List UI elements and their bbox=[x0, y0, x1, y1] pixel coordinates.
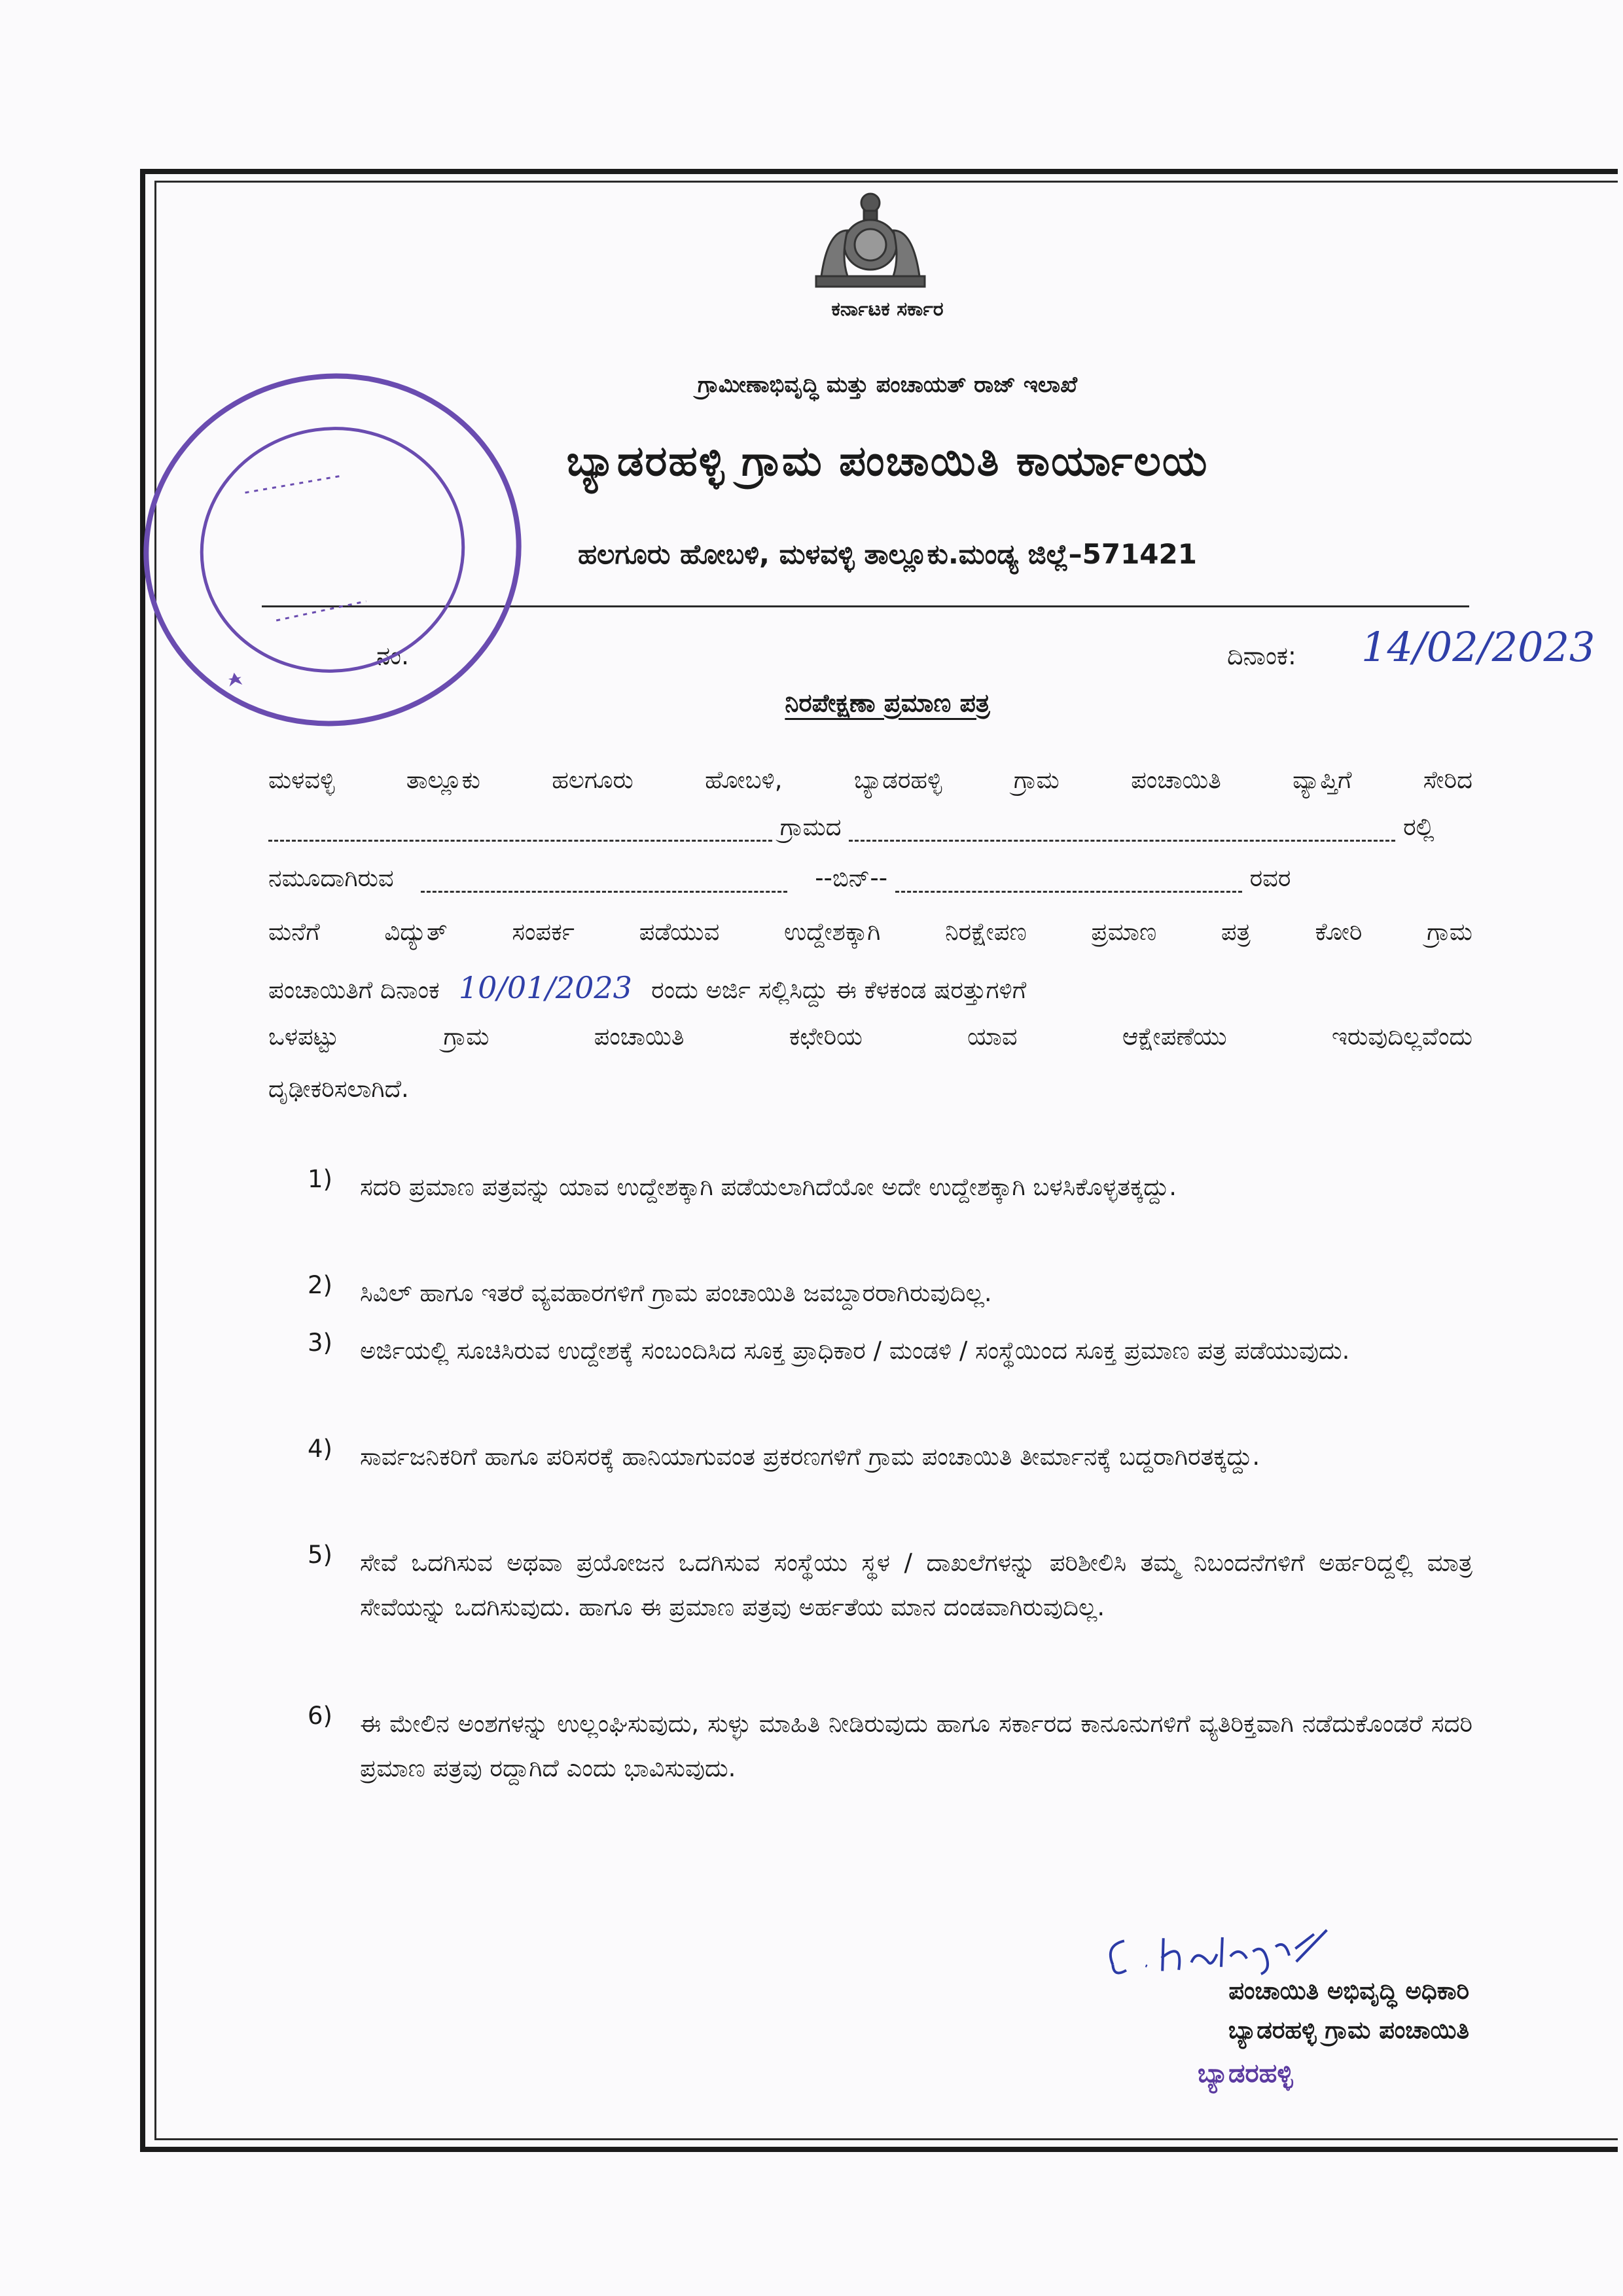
application-date: 10/01/2023 bbox=[458, 970, 632, 1005]
their-suffix: ರವರ bbox=[1249, 864, 1291, 892]
condition-text: ಸಾರ್ವಜನಿಕರಿಗೆ ಹಾಗೂ ಪರಿಸರಕ್ಕೆ ಹಾನಿಯಾಗುವಂತ ಪ್ರಕರಣಗಳಿಗೆ ಗ್ರಾಮ ಪಂಚಾಯಿತಿ ತೀರ್ಮಾನಕ್ಕೆ ಬದ್ದರಾಗಿರತಕ್ಕದ್ದು. bbox=[360, 1443, 1260, 1471]
condition-number: 1) bbox=[308, 1165, 332, 1193]
property-number-field bbox=[849, 814, 1395, 842]
body-line-5 bbox=[268, 970, 1472, 1005]
body-line-5-suffix: ರಂದು ಅರ್ಜಿ ಸಲ್ಲಿಸಿದ್ದು ಈ ಕೆಳಕಂಡ ಷರತ್ತುಗಳಿಗೆ bbox=[651, 976, 1027, 1004]
body-line-7: ದೃಢೀಕರಿಸಲಾಗಿದೆ. bbox=[268, 1075, 409, 1103]
condition-text: ಸೇವೆ ಒದಗಿಸುವ ಅಥವಾ ಪ್ರಯೋಜನ ಒದಗಿಸುವ ಸಂಸ್ಥೆಯು ಸ್ಥಳ / ದಾಖಲೆಗಳನ್ನು ಪರಿಶೀಲಿಸಿ ತಮ್ಮ ನಿಬಂದನೆಗಳಿಗೆ ಅರ್ಹರಿದ್ದಲ್ಲಿ ಮಾತ್ರ ಸೇವೆಯನ್ನು ಒದಗಿಸುವುದು. ಹಾಗೂ ಈ ಪ್ರಮಾಣ ಪತ್ರವು ಅರ್ಹತೆಯ ಮಾನ ದಂಡವಾಗಿರುವುದಿಲ್ಲ. bbox=[360, 1549, 1472, 1621]
reference-number-label: ನಂ. bbox=[376, 641, 410, 670]
issue-date: 14/02/2023 bbox=[1361, 623, 1596, 671]
officer-designation: ಪಂಚಾಯಿತಿ ಅಭಿವೃದ್ಧಿ ಅಧಿಕಾರಿ bbox=[1228, 1977, 1469, 2005]
document-title-text: ನಿರಪೇಕ್ಷಣಾ ಪ್ರಮಾಣ ಪತ್ರ bbox=[785, 689, 990, 717]
village-label: ಗ್ರಾಮದ bbox=[779, 813, 842, 841]
body-line-5-prefix: ಪಂಚಾಯಿತಿಗೆ ದಿನಾಂಕ bbox=[268, 976, 440, 1004]
karnataka-emblem-icon bbox=[802, 185, 939, 296]
village-name-field bbox=[268, 814, 772, 842]
body-line-1: ಮಳವಳ್ಳಿ ತಾಲ್ಲೂಕು ಹಲಗೂರು ಹೋಬಳಿ, ಬ್ಯಾಡರಹಳ್ಳಿ ಗ್ರಾಮ ಪಂಚಾಯಿತಿ ವ್ಯಾಪ್ತಿಗೆ ಸೇರಿದ bbox=[268, 766, 1472, 794]
condition-number: 4) bbox=[308, 1435, 332, 1463]
date-label: ದಿನಾಂಕ: bbox=[1227, 641, 1296, 670]
office-title: ಬ್ಯಾಡರಹಳ್ಳಿ ಗ್ರಾಮ ಪಂಚಾಯಿತಿ ಕಾರ್ಯಾಲಯ bbox=[566, 437, 1209, 486]
body-line-2 bbox=[268, 813, 1472, 842]
property-suffix: ರಲ್ಲಿ bbox=[1403, 813, 1435, 841]
seal-village-name: ಬ್ಯಾಡರಹಳ್ಳಿ bbox=[1198, 2058, 1293, 2089]
condition-text: ಅರ್ಜಿಯಲ್ಲಿ ಸೂಚಿಸಿರುವ ಉದ್ದೇಶಕ್ಕೆ ಸಂಬಂದಿಸಿದ ಸೂಕ್ತ ಪ್ರಾಧಿಕಾರ / ಮಂಡಳಿ / ಸಂಸ್ಥೆಯಿಂದ ಸೂಕ್ತ ಪ್ರಮಾಣ ಪತ್ರ ಪಡೆಯುವುದು. bbox=[360, 1336, 1350, 1365]
condition-number: 3) bbox=[308, 1329, 332, 1357]
father-name-field bbox=[895, 865, 1242, 893]
condition-text: ಈ ಮೇಲಿನ ಅಂಶಗಳನ್ನು ಉಲ್ಲಂಘಿಸುವುದು, ಸುಳ್ಳು ಮಾಹಿತಿ ನೀಡಿರುವುದು ಹಾಗೂ ಸರ್ಕಾರದ ಕಾನೂನುಗಳಿಗೆ ವ್ಯತಿರಿಕ್ತವಾಗಿ ನಡೆದುಕೊಂಡರೆ ಸದರಿ ಪ್ರಮಾಣ ಪತ್ರವು ರದ್ದಾಗಿದೆ ಎಂದು ಭಾವಿಸುವುದು. bbox=[360, 1710, 1472, 1782]
department-name: ಗ್ರಾಮೀಣಾಭಿವೃದ್ಧಿ ಮತ್ತು ಪಂಚಾಯತ್ ರಾಜ್ ಇಲಾಖೆ bbox=[697, 372, 1078, 398]
body-line-3: ನಮೂದಾಗಿರುವ --ಬಿನ್-- ರವರ bbox=[268, 864, 1291, 892]
office-address: ಹಲಗೂರು ಹೋಬಳಿ, ಮಳವಳ್ಳಿ ತಾಲ್ಲೂಕು.ಮಂಡ್ಯ ಜಿಲ್ಲೆ–571421 bbox=[578, 538, 1197, 570]
body-line-6: ಒಳಪಟ್ಟು ಗ್ರಾಮ ಪಂಚಾಯಿತಿ ಕಛೇರಿಯ ಯಾವ ಆಕ್ಷೇಪಣೆಯು ಇರುವುದಿಲ್ಲವೆಂದು bbox=[268, 1022, 1472, 1050]
condition-number: 6) bbox=[308, 1702, 332, 1730]
government-name: ಕರ್ನಾಟಕ ಸರ್ಕಾರ bbox=[831, 298, 944, 321]
condition-number: 2) bbox=[308, 1271, 332, 1299]
condition-text: ಸಿವಿಲ್ ಹಾಗೂ ಇತರೆ ವ್ಯವಹಾರಗಳಿಗೆ ಗ್ರಾಮ ಪಂಚಾಯಿತಿ ಜವಬ್ದಾರರಾಗಿರುವುದಿಲ್ಲ. bbox=[360, 1279, 992, 1307]
office-stamp bbox=[136, 363, 529, 736]
officer-office: ಬ್ಯಾಡರಹಳ್ಳಿ ಗ್ರಾಮ ಪಂಚಾಯಿತಿ bbox=[1228, 2016, 1469, 2044]
son-of-label: ಬಿನ್ bbox=[832, 864, 870, 892]
body-line-4: ಮನೆಗೆ ವಿದ್ಯುತ್ ಸಂಪರ್ಕ ಪಡೆಯುವ ಉದ್ದೇಶಕ್ಕಾಗಿ ನಿರಕ್ಷೇಪಣ ಪ್ರಮಾಣ ಪತ್ರ ಕೋರಿ ಗ್ರಾಮ bbox=[268, 918, 1472, 946]
condition-number: 5) bbox=[308, 1541, 332, 1569]
registered-label: ನಮೂದಾಗಿರುವ bbox=[268, 864, 394, 892]
condition-text: ಸದರಿ ಪ್ರಮಾಣ ಪತ್ರವನ್ನು ಯಾವ ಉದ್ದೇಶಕ್ಕಾಗಿ ಪಡೆಯಲಾಗಿದೆಯೋ ಅದೇ ಉದ್ದೇಶಕ್ಕಾಗಿ ಬಳಸಿಕೊಳ್ಳತಕ್ಕದ್ದು. bbox=[360, 1173, 1177, 1201]
owner-name-field bbox=[421, 865, 787, 893]
